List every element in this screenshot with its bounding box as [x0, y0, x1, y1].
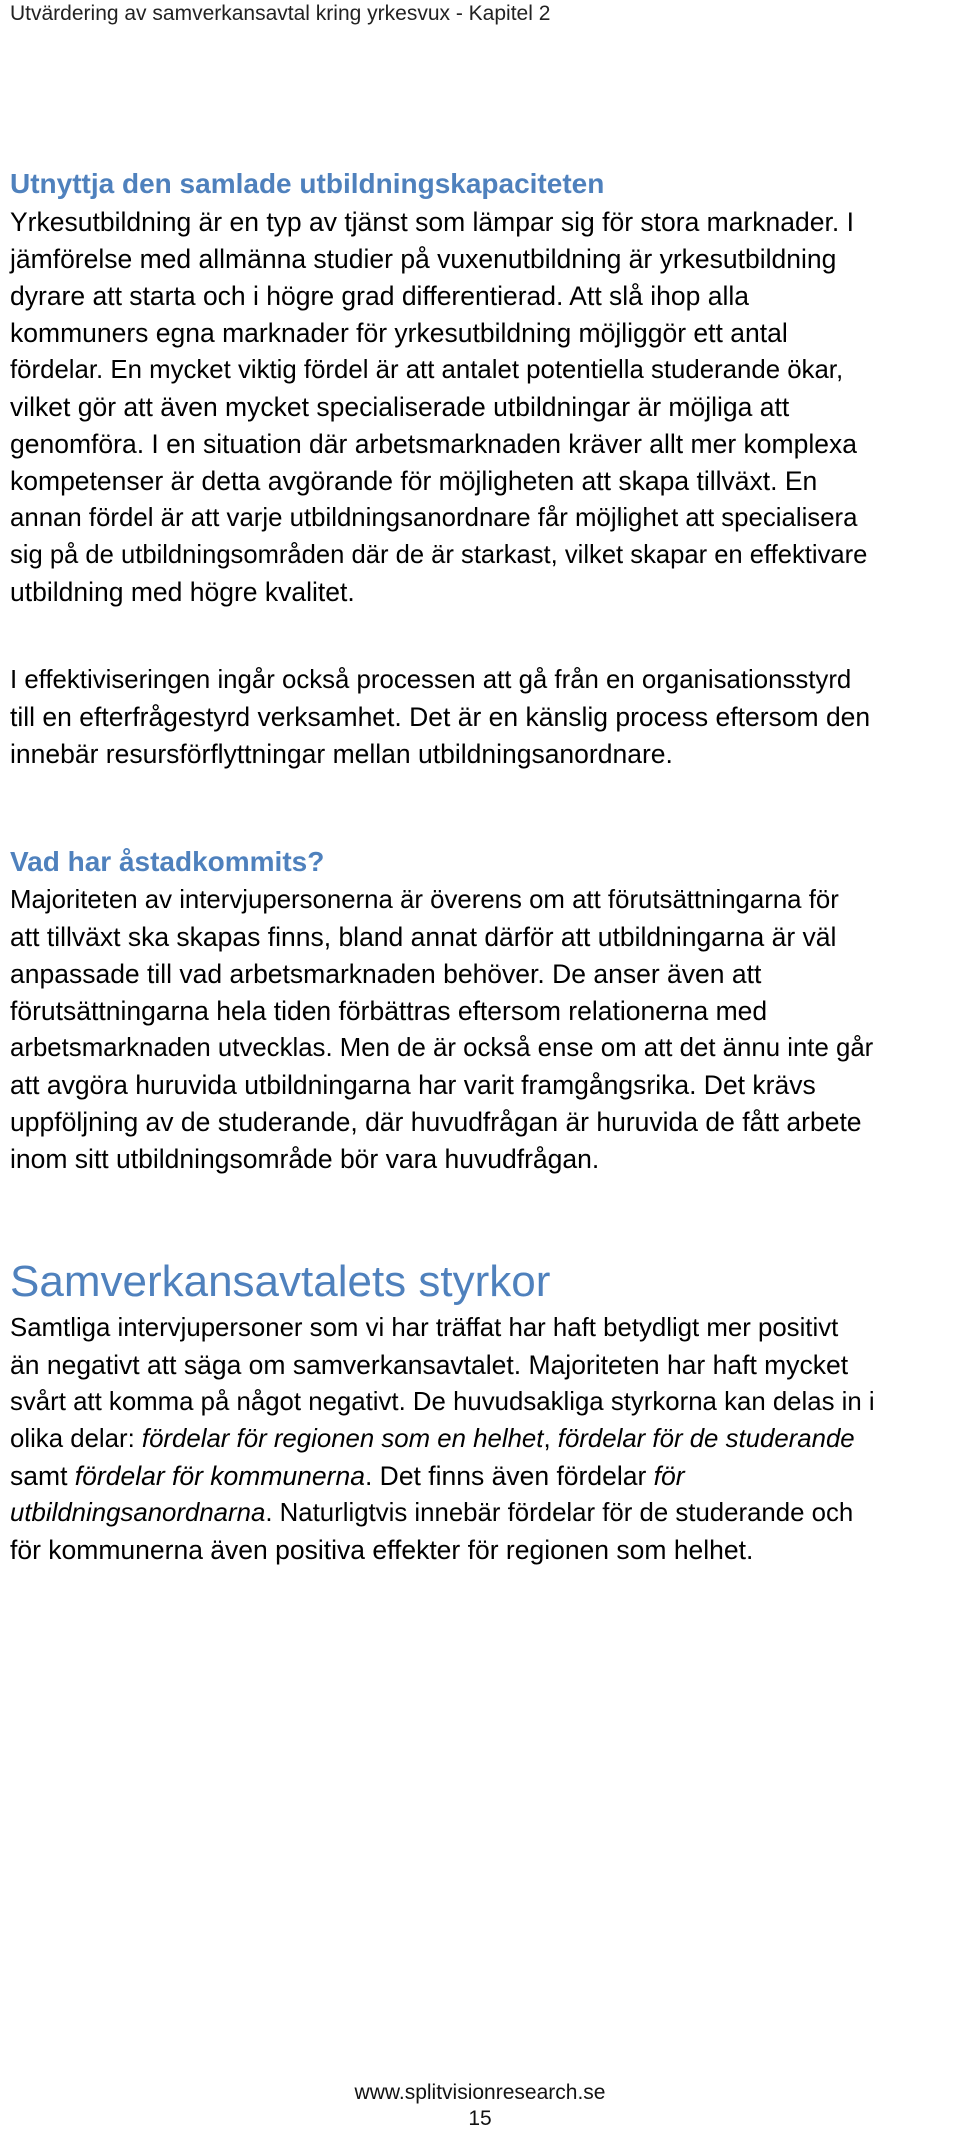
section-utilization: [10, 166, 955, 611]
text-line: genomföra. I en situation där arbetsmarknaden kräver allt mer komplexa: [10, 429, 857, 459]
text-line: till en efterfrågestyrd verksamhet. Det är en känslig process eftersom den: [10, 702, 871, 732]
text-line: uppföljning av de studerande, där huvudfrågan är huruvida de fått arbete: [10, 1107, 862, 1137]
text-line: [10, 1495, 955, 1532]
text-run: samt: [10, 1461, 75, 1491]
text-run: . Naturligtvis innebär fördelar för de studerande och: [265, 1499, 854, 1527]
chapter-section-heading: Samverkansavtalets styrkor: [10, 1257, 551, 1306]
text-line: [10, 1421, 955, 1458]
text-line: fördelar. En mycket viktig fördel är att antalet potentiella studerande ökar,: [10, 356, 844, 384]
text-run: . Det finns även fördelar: [364, 1461, 654, 1491]
emphasis-text: fördelar för de studerande: [557, 1425, 855, 1453]
paragraph: [10, 1310, 955, 1569]
emphasis-text: utbildningsanordnarna: [10, 1499, 266, 1527]
text-line: för kommunerna även positiva effekter för regionen som helhet.: [10, 1535, 754, 1565]
text-line: sig på de utbildningsområden där de är starkast, vilket skapar en effektivare: [10, 541, 868, 569]
text-line: annan fördel är att varje utbildningsanordnare får möjlighet att specialisera: [10, 504, 858, 532]
text-line: kommuners egna marknader för yrkesutbildning möjliggör ett antal: [10, 318, 788, 348]
text-run: olika delar:: [10, 1425, 142, 1453]
section-utilization-continued: [10, 662, 955, 773]
text-line: än negativt att säga om samverkansavtalet. Majoriteten har haft mycket: [10, 1350, 849, 1380]
paragraph: [10, 662, 955, 773]
text-line: svårt att komma på något negativt. De huvudsakliga styrkorna kan delas in i: [10, 1388, 875, 1416]
text-line: att tillväxt ska skapas finns, bland annat därför att utbildningarna är väl: [10, 922, 837, 952]
text-line: utbildning med högre kvalitet.: [10, 577, 355, 607]
text-line: Samtliga intervjupersoner som vi har träffat har haft betydligt mer positivt: [10, 1314, 839, 1342]
section-heading: Utnyttja den samlade utbildningskapaciteten: [10, 168, 605, 199]
footer-website: www.splitvisionresearch.se: [354, 2081, 606, 2104]
text-line: Yrkesutbildning är en typ av tjänst som lämpar sig för stora marknader. I: [10, 207, 854, 237]
emphasis-text: fördelar för regionen som en helhet: [141, 1425, 544, 1453]
paragraph: [10, 204, 955, 611]
text-line: dyrare att starta och i högre grad differentierad. Att slå ihop alla: [10, 281, 749, 311]
text-line: Majoriteten av intervjupersonerna är överens om att förutsättningarna för: [10, 886, 839, 914]
running-header: Utvärdering av samverkansavtal kring yrkesvux - Kapitel 2: [10, 2, 551, 25]
text-line: I effektiviseringen ingår också processen att gå från en organisationsstyrd: [10, 666, 852, 694]
paragraph: [10, 882, 955, 1178]
page-number: 15: [468, 2107, 492, 2130]
section-heading: Vad har åstadkommits?: [10, 846, 325, 877]
text-run: ,: [543, 1425, 558, 1453]
text-line: inom sitt utbildningsområde bör vara huvudfrågan.: [10, 1144, 600, 1174]
text-line: vilket gör att även mycket specialiserade utbildningar är möjliga att: [10, 392, 790, 422]
emphasis-text: för: [653, 1461, 685, 1491]
text-line: att avgöra huruvida utbildningarna har varit framgångsrika. Det krävs: [10, 1070, 816, 1100]
text-line: kompetenser är detta avgörande för möjligheten att skapa tillväxt. En: [10, 466, 818, 496]
section-achievements: [10, 844, 955, 1178]
text-line: [10, 1458, 955, 1495]
text-line: arbetsmarknaden utvecklas. Men de är också ense om att det ännu inte går: [10, 1034, 874, 1062]
text-line: innebär resursförflyttningar mellan utbildningsanordnare.: [10, 739, 673, 769]
text-line: jämförelse med allmänna studier på vuxenutbildning är yrkesutbildning: [10, 244, 837, 274]
text-line: anpassade till vad arbetsmarknaden behöver. De anser även att: [10, 959, 762, 989]
emphasis-text: fördelar för kommunerna: [74, 1461, 365, 1491]
text-line: förutsättningarna hela tiden förbättras eftersom relationerna med: [10, 996, 768, 1026]
section-strengths: [10, 1256, 955, 1569]
